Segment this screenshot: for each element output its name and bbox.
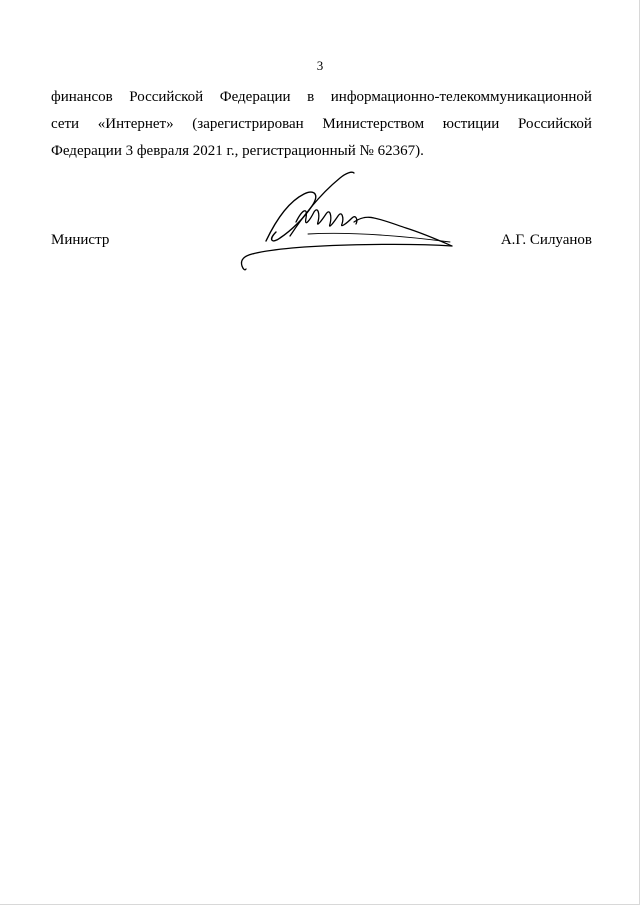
word: в: [307, 89, 315, 105]
handwritten-signature: [236, 170, 462, 275]
word: Федерации: [219, 89, 291, 105]
page-number: 3: [316, 58, 324, 73]
signatory-name: А.Г. Силуанов: [500, 232, 592, 248]
word: финансов: [51, 89, 113, 105]
word: сети: [51, 116, 80, 132]
word: (зарегистрирован: [192, 116, 304, 132]
word: Министерством: [322, 116, 425, 132]
signature-block: [51, 232, 592, 252]
word: информационно-телекоммуникационной: [330, 89, 592, 105]
position-title: Министр: [51, 232, 110, 248]
paragraph-line-2: [51, 111, 592, 138]
paragraph-line-1: [51, 84, 592, 111]
word: Российской: [518, 116, 592, 132]
paragraph-line-3: Федерации 3 февраля 2021 г., регистрационный № 62367).: [51, 143, 424, 159]
word: «Интернет»: [97, 116, 174, 132]
word: Российской: [129, 89, 204, 105]
word: юстиции: [442, 116, 500, 132]
body-paragraph: [51, 84, 592, 165]
